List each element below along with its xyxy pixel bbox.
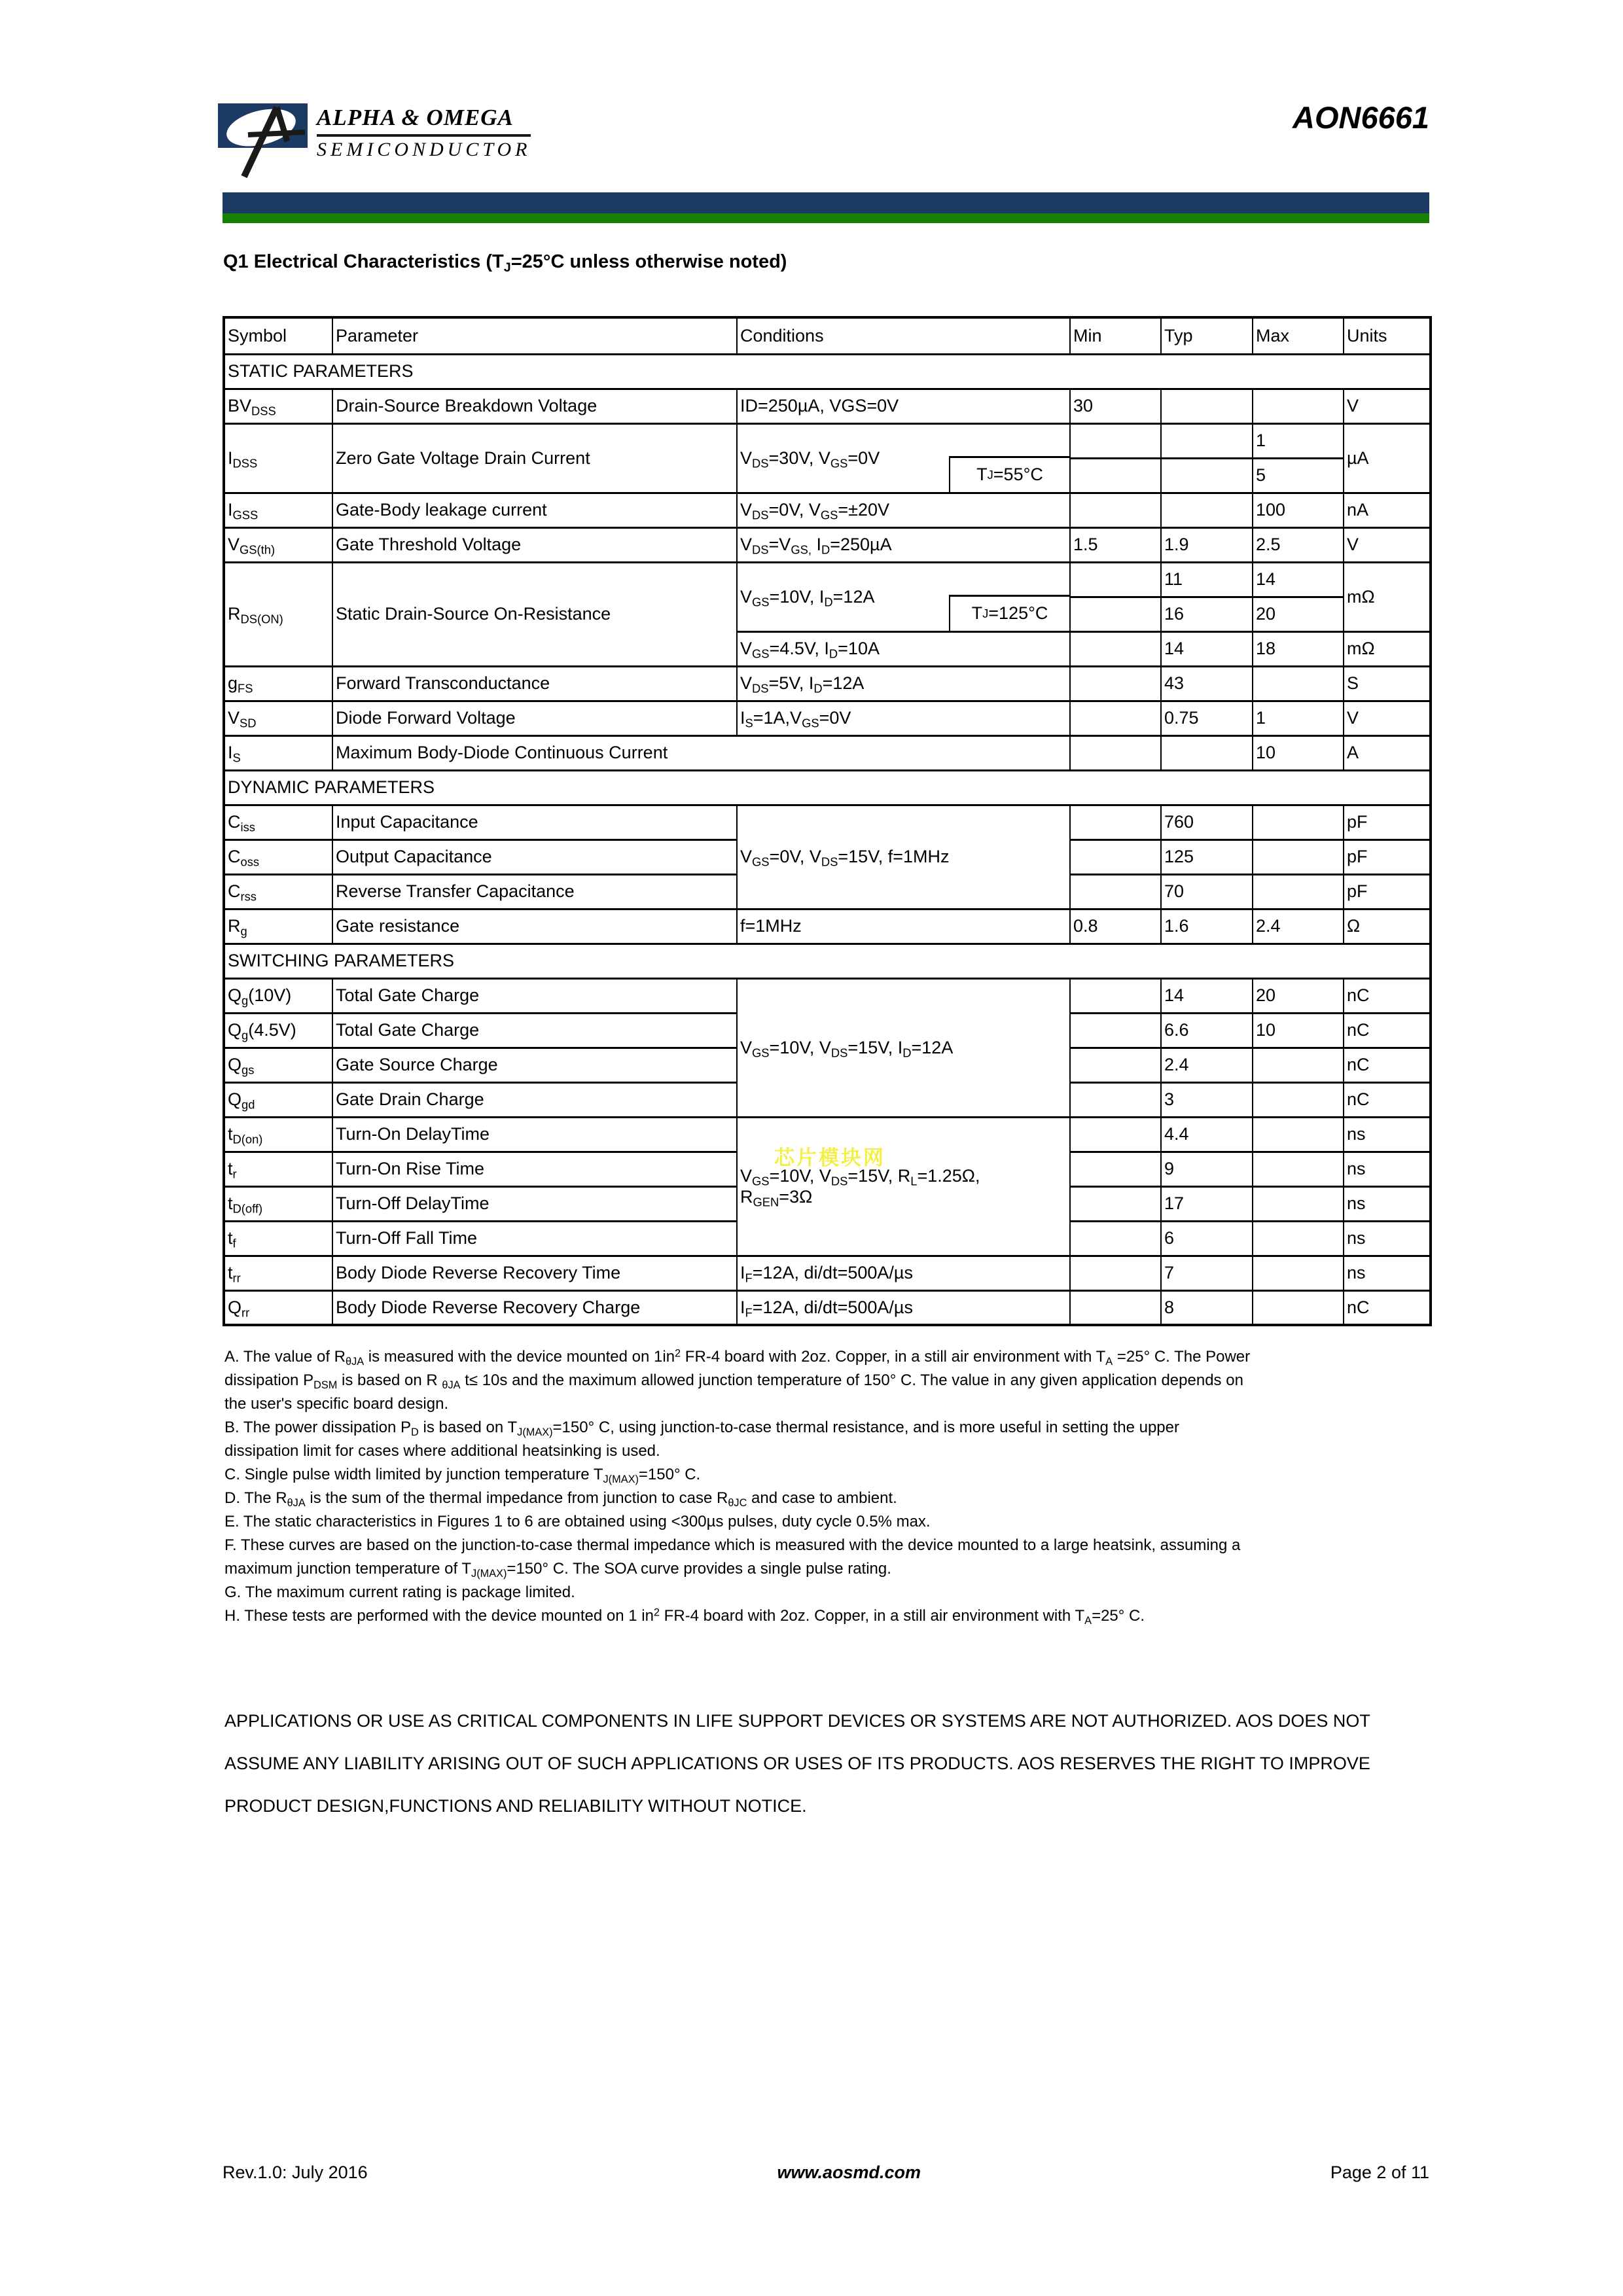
aos-logo-mark — [218, 103, 310, 182]
cell-ciss-typ: 760 — [1161, 805, 1253, 839]
page-footer — [223, 2163, 1429, 2183]
footer-revision: Rev.1.0: July 2016 — [223, 2163, 368, 2182]
cell-gfs-min — [1070, 666, 1161, 701]
cell-coss-units: pF — [1344, 839, 1431, 874]
col-header-conditions: Conditions — [737, 317, 1070, 354]
cell-qgs-parameter: Gate Source Charge — [332, 1048, 737, 1082]
aos-logo — [218, 103, 310, 182]
col-header-symbol: Symbol — [224, 317, 332, 354]
cell-tdoff-units: ns — [1344, 1186, 1431, 1221]
cell-trr-parameter: Body Diode Reverse Recovery Time — [332, 1256, 737, 1290]
row-idss-1 — [224, 423, 1431, 458]
cell-coss-min — [1070, 839, 1161, 874]
row-qrr — [224, 1290, 1431, 1325]
cell-idss-symbol: $I_{DSS}$ — [224, 423, 332, 493]
cell-bvdss-parameter: Drain-Source Breakdown Voltage — [332, 389, 737, 423]
cell-rdson-max-2: 20 — [1253, 597, 1344, 631]
cell-tf-max — [1253, 1221, 1344, 1256]
cell-crss-symbol: $C_{rss}$ — [224, 874, 332, 909]
note-e: E. The static characteristics in Figures 1 to 6 are obtained using <300µs pulses, duty cycle 0.5% max. — [224, 1513, 931, 1530]
cell-idss-max-2: 5 — [1253, 458, 1344, 493]
cell-trr-conditions: $I_F=12A$, di/dt=500A/µs — [737, 1256, 1070, 1290]
section-switching-label: SWITCHING PARAMETERS — [224, 944, 1431, 978]
cell-igss-min — [1070, 493, 1161, 527]
cell-is-parameter: Maximum Body-Diode Continuous Current — [332, 735, 1070, 770]
cell-rdson-min-1 — [1070, 562, 1161, 597]
cell-vgsth-typ: 1.9 — [1161, 527, 1253, 562]
cell-rdson-min-3 — [1070, 631, 1161, 666]
cell-qg10-max: 20 — [1253, 978, 1344, 1013]
cell-vgsth-parameter: Gate Threshold Voltage — [332, 527, 737, 562]
cell-gfs-units: S — [1344, 666, 1431, 701]
note-f: F. These curves are based on the junction-to-case thermal impedance which is measured with the device mounted to a large heatsink, assuming a maximum junction temperature of $T_{J(MAX)}=150^\circ$ C. The SOA curve provides a single pulse rating. — [224, 1536, 1241, 1580]
cell-rg-max: 2.4 — [1253, 909, 1344, 944]
row-vgsth — [224, 527, 1431, 562]
cell-tr-symbol: $t_r$ — [224, 1152, 332, 1186]
cell-rg-min: 0.8 — [1070, 909, 1161, 944]
cell-qrr-max — [1253, 1290, 1344, 1325]
cell-coss-symbol: $C_{oss}$ — [224, 839, 332, 874]
cell-coss-typ: 125 — [1161, 839, 1253, 874]
cell-tdoff-typ: 17 — [1161, 1186, 1253, 1221]
cell-qgs-max — [1253, 1048, 1344, 1082]
cell-crss-min — [1070, 874, 1161, 909]
cell-vsd-symbol: $V_{SD}$ — [224, 701, 332, 735]
cell-idss-parameter: Zero Gate Voltage Drain Current — [332, 423, 737, 493]
cell-rdson-typ-1: 11 — [1161, 562, 1253, 597]
cell-qgd-units: nC — [1344, 1082, 1431, 1117]
cell-qgd-typ: 3 — [1161, 1082, 1253, 1117]
cell-vgsth-min: 1.5 — [1070, 527, 1161, 562]
cell-vgsth-max: 2.5 — [1253, 527, 1344, 562]
cell-gfs-conditions: $V_{DS}=5V$, $I_D=12A$ — [737, 666, 1070, 701]
cell-tf-symbol: $t_f$ — [224, 1221, 332, 1256]
cell-tr-typ: 9 — [1161, 1152, 1253, 1186]
cell-tr-min — [1070, 1152, 1161, 1186]
cell-idss-min-1 — [1070, 423, 1161, 458]
row-rg — [224, 909, 1431, 944]
cell-rg-units: Ω — [1344, 909, 1431, 944]
cell-ciss-min — [1070, 805, 1161, 839]
cell-coss-parameter: Output Capacitance — [332, 839, 737, 874]
cell-trr-min — [1070, 1256, 1161, 1290]
cell-bvdss-symbol: $BV_{DSS}$ — [224, 389, 332, 423]
cell-tdoff-symbol: $t_{D(off)}$ — [224, 1186, 332, 1221]
cell-vgsth-symbol: $V_{GS(th)}$ — [224, 527, 332, 562]
row-vsd — [224, 701, 1431, 735]
cell-tdon-symbol: $t_{D(on)}$ — [224, 1117, 332, 1152]
cell-tdon-min — [1070, 1117, 1161, 1152]
cell-rg-symbol: $R_g$ — [224, 909, 332, 944]
cell-trr-units: ns — [1344, 1256, 1431, 1290]
cell-tdon-max — [1253, 1117, 1344, 1152]
cell-bvdss-max — [1253, 389, 1344, 423]
cell-rdson-symbol: $R_{DS(ON)}$ — [224, 562, 332, 666]
cell-qg10-parameter: Total Gate Charge — [332, 978, 737, 1013]
cell-igss-symbol: $I_{GSS}$ — [224, 493, 332, 527]
cell-vsd-units: V — [1344, 701, 1431, 735]
cell-gfs-parameter: Forward Transconductance — [332, 666, 737, 701]
note-d: D. The $R_{\theta JA}$ is the sum of the thermal impedance from junction to case $R_{\theta JC}$ and case to ambient. — [224, 1489, 897, 1509]
row-trr — [224, 1256, 1431, 1290]
cell-ciss-symbol: $C_{iss}$ — [224, 805, 332, 839]
cell-vsd-min — [1070, 701, 1161, 735]
brand-text — [317, 105, 531, 161]
cell-qgs-symbol: $Q_{gs}$ — [224, 1048, 332, 1082]
cell-vsd-parameter: Diode Forward Voltage — [332, 701, 737, 735]
section-row-static — [224, 354, 1431, 389]
cell-qgd-parameter: Gate Drain Charge — [332, 1082, 737, 1117]
cell-igss-conditions: $V_{DS}=0V$, $V_{GS}=\pm 20V$ — [737, 493, 1070, 527]
cell-tdoff-max — [1253, 1186, 1344, 1221]
cell-tr-parameter: Turn-On Rise Time — [332, 1152, 737, 1186]
cell-qg45-units: nC — [1344, 1013, 1431, 1048]
cell-qrr-min — [1070, 1290, 1161, 1325]
section-static-label: STATIC PARAMETERS — [224, 354, 1431, 389]
cell-qgd-min — [1070, 1082, 1161, 1117]
cell-rg-typ: 1.6 — [1161, 909, 1253, 944]
col-header-min: Min — [1070, 317, 1161, 354]
cell-trr-symbol: $t_{rr}$ — [224, 1256, 332, 1290]
table-header-row — [224, 317, 1431, 354]
cell-crss-parameter: Reverse Transfer Capacitance — [332, 874, 737, 909]
cell-ciss-parameter: Input Capacitance — [332, 805, 737, 839]
row-qg10 — [224, 978, 1431, 1013]
brand-line2: SEMICONDUCTOR — [317, 139, 531, 160]
header-green-bar — [223, 213, 1429, 223]
cell-tdon-parameter: Turn-On DelayTime — [332, 1117, 737, 1152]
cell-tf-parameter: Turn-Off Fall Time — [332, 1221, 737, 1256]
row-tdon — [224, 1117, 1431, 1152]
cell-capacitance-conditions: $V_{GS}=0V$, $V_{DS}=15V$, f=1MHz — [737, 805, 1070, 909]
cell-qg10-units: nC — [1344, 978, 1431, 1013]
cell-qg10-typ: 14 — [1161, 978, 1253, 1013]
cell-qgs-typ: 2.4 — [1161, 1048, 1253, 1082]
cell-vsd-max: 1 — [1253, 701, 1344, 735]
cell-rdson-typ-3: 14 — [1161, 631, 1253, 666]
cell-is-max: 10 — [1253, 735, 1344, 770]
col-header-max: Max — [1253, 317, 1344, 354]
cell-vsd-conditions: $I_S=1A,V_{GS}=0V$ — [737, 701, 1070, 735]
cell-rdson-max-1: 14 — [1253, 562, 1344, 597]
cell-rg-conditions: f=1MHz — [737, 909, 1070, 944]
cell-tr-units: ns — [1344, 1152, 1431, 1186]
col-header-units: Units — [1344, 317, 1431, 354]
brand-line1: ALPHA & OMEGA — [317, 105, 531, 137]
cell-is-symbol: $I_S$ — [224, 735, 332, 770]
legal-disclaimer: APPLICATIONS OR USE AS CRITICAL COMPONENTS IN LIFE SUPPORT DEVICES OR SYSTEMS ARE NOT AUTHORIZED. AOS DOES NOT ASSUME ANY LIABILITY ARISING OUT OF SUCH APPLICATIONS OR USES OF ITS PRODUCTS. AOS RESERVES THE RIGHT TO IMPROVE PRODUCT DESIGN,FUNCTIONS AND RELIABILITY WITHOUT NOTICE. — [224, 1711, 1370, 1816]
cell-qgd-symbol: $Q_{gd}$ — [224, 1082, 332, 1117]
note-g: G. The maximum current rating is package limited. — [224, 1583, 575, 1601]
cell-tdon-typ: 4.4 — [1161, 1117, 1253, 1152]
cell-gatecharge-conditions: $V_{GS}=10V$, $V_{DS}=15V$, $I_D=12A$ — [737, 978, 1070, 1117]
cell-vgsth-units: V — [1344, 527, 1431, 562]
note-h: H. These tests are performed with the device mounted on 1 $in^2$ FR-4 board with 2oz. Copper, in a still air environment with $T_A=25^\circ$ C. — [224, 1606, 1145, 1627]
cell-idss-max-1: 1 — [1253, 423, 1344, 458]
part-number: AON6661 — [1293, 100, 1429, 135]
cell-rdson-conditions-10v: $V_{GS}=10V$, $I_D=12A$ T J =125°C — [737, 562, 1070, 631]
cell-rdson-units-12: mΩ — [1344, 562, 1431, 631]
cell-qg45-typ: 6.6 — [1161, 1013, 1253, 1048]
cell-bvdss-typ — [1161, 389, 1253, 423]
col-header-parameter: Parameter — [332, 317, 737, 354]
cell-crss-units: pF — [1344, 874, 1431, 909]
electrical-characteristics-table — [223, 316, 1429, 1326]
row-bvdss — [224, 389, 1431, 423]
section-row-switching — [224, 944, 1431, 978]
cell-trr-max — [1253, 1256, 1344, 1290]
row-rdson-1 — [224, 562, 1431, 597]
cell-idss-min-2 — [1070, 458, 1161, 493]
note-a: A. The value of $R_{\theta JA}$ is measured with the device mounted on $1in^2$ FR-4 board with 2oz. Copper, in a still air environment with $T_A =25^\circ$ C. The Power dissipation $P_{DSM}$ is based on R $_{\theta JA}$ t≤ 10s and the maximum allowed junction temperature of 150° C. The value in any given application depends on the user's specific board design. — [224, 1347, 1251, 1413]
cell-qg45-symbol: $Q_g(4.5V)$ — [224, 1013, 332, 1048]
cell-rdson-min-2 — [1070, 597, 1161, 631]
cell-idss-units: µA — [1344, 423, 1431, 493]
cell-qgd-max — [1253, 1082, 1344, 1117]
col-header-typ: Typ — [1161, 317, 1253, 354]
cell-vgsth-conditions: $V_{DS}=V_{GS,}$ $I_D=250\mu A$ — [737, 527, 1070, 562]
row-is — [224, 735, 1431, 770]
cell-qg10-min — [1070, 978, 1161, 1013]
page-title: Q1 Electrical Characteristics ($T_J=25^\circ C$ unless otherwise noted) — [223, 251, 787, 275]
footnotes — [224, 1345, 1409, 1628]
section-dynamic-label: DYNAMIC PARAMETERS — [224, 770, 1431, 805]
cell-vsd-typ: 0.75 — [1161, 701, 1253, 735]
cell-is-typ — [1161, 735, 1253, 770]
row-gfs — [224, 666, 1431, 701]
cell-trr-typ: 7 — [1161, 1256, 1253, 1290]
cell-igss-parameter: Gate-Body leakage current — [332, 493, 737, 527]
cell-idss-typ-1 — [1161, 423, 1253, 458]
cell-qgs-units: nC — [1344, 1048, 1431, 1082]
cell-bvdss-conditions: ID=250µA, VGS=0V — [737, 389, 1070, 423]
cell-gfs-symbol: $g_{FS}$ — [224, 666, 332, 701]
cell-tdoff-parameter: Turn-Off DelayTime — [332, 1186, 737, 1221]
footer-page-number: Page 2 of 11 — [1330, 2163, 1429, 2182]
cell-ciss-max — [1253, 805, 1344, 839]
cell-qrr-parameter: Body Diode Reverse Recovery Charge — [332, 1290, 737, 1325]
cell-idss-conditions: $V_{DS}=30V$, $V_{GS}=0V$ T J =55°C — [737, 423, 1070, 493]
cell-bvdss-units: V — [1344, 389, 1431, 423]
cell-gfs-max — [1253, 666, 1344, 701]
cell-qrr-symbol: $Q_{rr}$ — [224, 1290, 332, 1325]
note-c: C. Single pulse width limited by junction temperature $T_{J(MAX)}=150^\circ$ C. — [224, 1466, 701, 1485]
cell-tf-min — [1070, 1221, 1161, 1256]
cell-tr-max — [1253, 1152, 1344, 1186]
section-row-dynamic — [224, 770, 1431, 805]
cell-rdson-tj125-box: T J =125°C — [949, 595, 1069, 631]
row-igss — [224, 493, 1431, 527]
cell-qg45-min — [1070, 1013, 1161, 1048]
cell-crss-typ: 70 — [1161, 874, 1253, 909]
cell-tdon-units: ns — [1344, 1117, 1431, 1152]
cell-idss-typ-2 — [1161, 458, 1253, 493]
cell-rdson-conditions-45v: $V_{GS}=4.5V$, $I_D=10A$ — [737, 631, 1070, 666]
cell-ciss-units: pF — [1344, 805, 1431, 839]
cell-bvdss-min: 30 — [1070, 389, 1161, 423]
header-navy-bar — [223, 192, 1429, 213]
row-ciss — [224, 805, 1431, 839]
cell-tf-units: ns — [1344, 1221, 1431, 1256]
cell-rdson-units-3: mΩ — [1344, 631, 1431, 666]
cell-tf-typ: 6 — [1161, 1221, 1253, 1256]
cell-qg45-parameter: Total Gate Charge — [332, 1013, 737, 1048]
cell-is-units: A — [1344, 735, 1431, 770]
cell-rg-parameter: Gate resistance — [332, 909, 737, 944]
cell-idss-tj55-box: T J =55°C — [949, 456, 1069, 492]
cell-qg10-symbol: $Q_g(10V)$ — [224, 978, 332, 1013]
cell-rdson-max-3: 18 — [1253, 631, 1344, 666]
cell-rdson-typ-2: 16 — [1161, 597, 1253, 631]
note-b: B. The power dissipation $P_D$ is based on $T_{J(MAX)}=150^\circ$ C, using junction-to-case thermal resistance, and is more useful in setting the upper dissipation limit for cases where additional heatsinking is used. — [224, 1419, 1179, 1460]
cell-crss-max — [1253, 874, 1344, 909]
footer-website: www.aosmd.com — [777, 2163, 921, 2182]
cell-coss-max — [1253, 839, 1344, 874]
cell-qgs-min — [1070, 1048, 1161, 1082]
cell-switchtime-conditions: $V_{GS}=10V$, $V_{DS}=15V$, $R_L=1.25\Omega$, $R_{GEN}=3\Omega$ 芯片模块网 — [737, 1117, 1070, 1256]
watermark-text: 芯片模块网 — [774, 1146, 885, 1169]
cell-qrr-typ: 8 — [1161, 1290, 1253, 1325]
cell-igss-max: 100 — [1253, 493, 1344, 527]
cell-is-min — [1070, 735, 1161, 770]
cell-igss-typ — [1161, 493, 1253, 527]
cell-igss-units: nA — [1344, 493, 1431, 527]
cell-qrr-conditions: $I_F=12A$, di/dt=500A/µs — [737, 1290, 1070, 1325]
cell-gfs-typ: 43 — [1161, 666, 1253, 701]
cell-rdson-parameter: Static Drain-Source On-Resistance — [332, 562, 737, 666]
cell-qrr-units: nC — [1344, 1290, 1431, 1325]
cell-tdoff-min — [1070, 1186, 1161, 1221]
cell-qg45-max: 10 — [1253, 1013, 1344, 1048]
